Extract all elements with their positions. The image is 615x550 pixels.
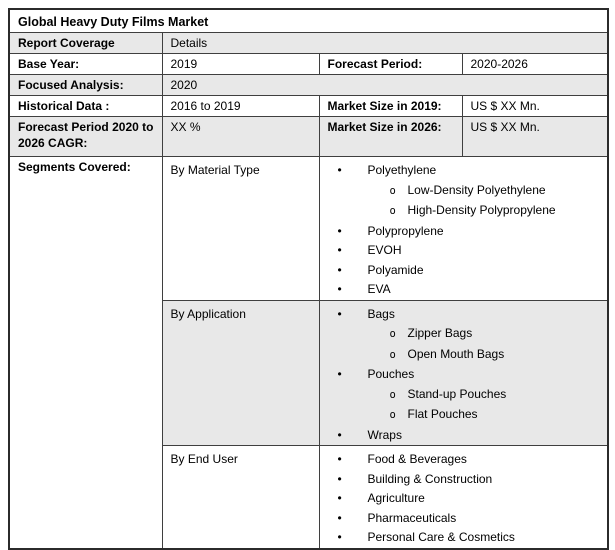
forecast-cagr-row	[9, 117, 608, 157]
segment-item	[320, 489, 608, 509]
segment-subitem	[320, 201, 608, 222]
segment-item	[320, 161, 608, 181]
segment-item	[320, 509, 608, 529]
segment-item	[320, 305, 608, 325]
focused-analysis-value: 2020	[162, 75, 608, 96]
segment-item-label: EVA	[367, 282, 391, 296]
title-row	[9, 9, 608, 33]
segment-subitem	[320, 181, 608, 202]
bullet-icon: •	[337, 282, 342, 296]
segment-list-end-user	[319, 446, 608, 549]
segment-subitem	[320, 385, 608, 406]
segment-subitem	[320, 345, 608, 366]
report-coverage-row	[9, 33, 608, 54]
bullet-icon: •	[337, 452, 342, 466]
circle-bullet-icon: o	[389, 328, 396, 340]
table-title: Global Heavy Duty Films Market	[9, 9, 608, 33]
bullet-icon: •	[337, 306, 342, 321]
forecast-period-value: 2020-2026	[462, 54, 608, 75]
bullet-icon: •	[337, 530, 342, 544]
segment-list-material-type	[319, 157, 608, 301]
segment-list-application	[319, 300, 608, 446]
segments-covered-label: Segments Covered:	[9, 157, 162, 549]
bullet-icon: •	[337, 491, 342, 505]
segment-item-label: Polypropylene	[367, 223, 444, 238]
bullet-icon: •	[337, 163, 342, 177]
segment-item-label: Personal Care & Cosmetics	[367, 530, 515, 544]
base-year-label: Base Year:	[9, 54, 162, 75]
circle-bullet-icon: o	[389, 205, 396, 217]
forecast-cagr-label: Forecast Period 2020 to 2026 CAGR:	[9, 117, 162, 157]
segment-item	[320, 222, 608, 242]
circle-bullet-icon: o	[389, 409, 396, 421]
segment-item-label: Food & Beverages	[367, 452, 467, 466]
segment-item	[320, 450, 608, 470]
circle-bullet-icon: o	[389, 388, 396, 401]
segment-subitem-label: Low-Density Polyethylene	[407, 182, 546, 197]
bullet-icon: •	[337, 262, 342, 277]
segment-item	[320, 528, 608, 548]
bullet-icon: •	[337, 367, 342, 381]
segment-subitem-label: Open Mouth Bags	[407, 346, 505, 361]
base-year-row	[9, 54, 608, 75]
segment-subitem	[320, 405, 608, 426]
bullet-icon: •	[337, 243, 342, 257]
bullet-icon: •	[337, 427, 342, 442]
market-size-2026-value: US $ XX Mn.	[462, 117, 608, 157]
segment-group-end-user: By End User	[162, 446, 319, 549]
segment-item	[320, 426, 608, 446]
historical-data-row	[9, 96, 608, 117]
segment-item	[320, 470, 608, 490]
circle-bullet-icon: o	[389, 184, 396, 197]
segment-item-label: Pouches	[367, 367, 415, 381]
report-coverage-value: Details	[162, 33, 608, 54]
segment-item-label: Wraps	[367, 427, 402, 442]
market-size-2026-label: Market Size in 2026:	[319, 117, 462, 157]
segment-item-label: Pharmaceuticals	[367, 510, 457, 525]
segment-item	[320, 241, 608, 261]
market-size-2019-value: US $ XX Mn.	[462, 96, 608, 117]
segment-item-label: EVOH	[367, 243, 402, 257]
bullet-icon: •	[337, 471, 342, 486]
segment-item-label: Polyethylene	[367, 163, 437, 177]
segment-item-label: Polyamide	[367, 262, 424, 277]
segment-item-label: Building & Construction	[367, 471, 493, 486]
forecast-period-label: Forecast Period:	[319, 54, 462, 75]
segment-subitem-label: High-Density Polypropylene	[407, 203, 556, 217]
report-coverage-document	[8, 8, 609, 550]
historical-data-value: 2016 to 2019	[162, 96, 319, 117]
report-coverage-table	[8, 8, 609, 550]
historical-data-label: Historical Data :	[9, 96, 162, 117]
segment-subitem-label: Flat Pouches	[407, 407, 478, 421]
bullet-icon: •	[337, 510, 342, 525]
segment-item-label: Bags	[367, 306, 395, 321]
segment-subitem-label: Zipper Bags	[407, 326, 473, 340]
segment-group-material-type: By Material Type	[162, 157, 319, 301]
segment-subitem-label: Stand-up Pouches	[407, 386, 507, 401]
circle-bullet-icon: o	[389, 348, 396, 361]
segment-item	[320, 261, 608, 281]
report-coverage-label: Report Coverage	[9, 33, 162, 54]
focused-analysis-label: Focused Analysis:	[9, 75, 162, 96]
segment-item	[320, 365, 608, 385]
base-year-value: 2019	[162, 54, 319, 75]
segment-subitem	[320, 324, 608, 345]
focused-analysis-row	[9, 75, 608, 96]
forecast-cagr-value: XX %	[162, 117, 319, 157]
segment-item-label: Agriculture	[367, 491, 425, 505]
market-size-2019-label: Market Size in 2019:	[319, 96, 462, 117]
segments-material-row	[9, 157, 608, 301]
bullet-icon: •	[337, 223, 342, 238]
segment-item	[320, 280, 608, 300]
segment-group-application: By Application	[162, 300, 319, 446]
